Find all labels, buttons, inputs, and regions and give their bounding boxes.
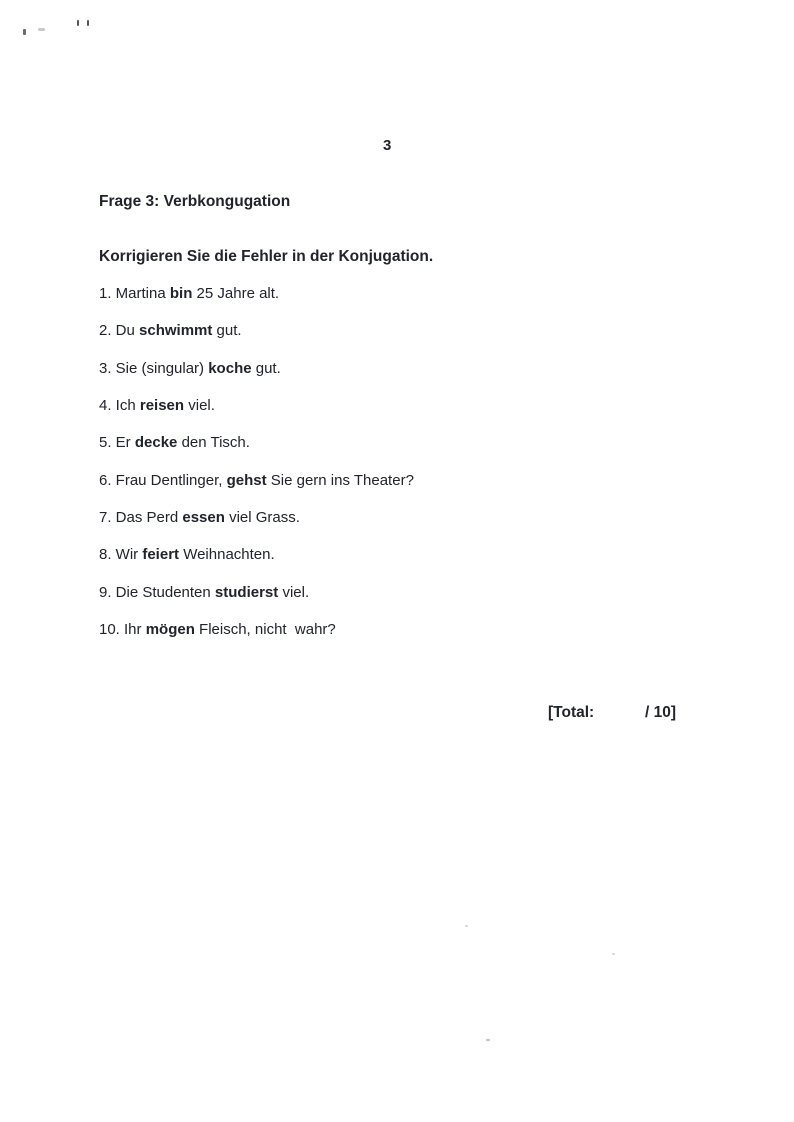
question-item-list (99, 285, 659, 658)
item-text-pre: 1. Martina (99, 285, 170, 302)
question-instruction: Korrigieren Sie die Fehler in der Konjugation. (99, 248, 434, 265)
scan-artifact (612, 953, 615, 955)
item-verb-bold: gehst (226, 471, 267, 489)
item-text-post: viel. (184, 397, 215, 415)
question-item-4 (99, 397, 659, 415)
item-verb-bold: decke (134, 434, 178, 452)
question-heading: Frage 3: Verbkongugation (99, 193, 291, 210)
question-item-5 (99, 434, 659, 452)
item-verb-bold: schwimmt (139, 322, 213, 340)
question-item-9 (99, 584, 659, 602)
item-text-pre: 5. Er (99, 434, 135, 452)
question-item-1 (99, 285, 659, 303)
item-verb-bold: bin (169, 285, 193, 302)
item-text-post: den Tisch. (177, 434, 250, 452)
item-text-post: gut. (212, 322, 242, 340)
item-verb-bold: studierst (214, 583, 279, 601)
item-text-pre: 6. Frau Dentlinger, (99, 471, 227, 489)
item-text-post: gut. (251, 359, 281, 377)
scan-artifact (465, 925, 468, 927)
item-verb-bold: reisen (139, 397, 185, 415)
page-number: 3 (383, 137, 392, 154)
item-text-post: viel Grass. (224, 509, 300, 527)
question-item-6 (99, 472, 659, 490)
item-verb-bold: koche (208, 359, 252, 377)
item-text-pre: 8. Wir (99, 546, 143, 564)
item-text-pre: 9. Die Studenten (99, 583, 215, 601)
question-item-10 (99, 621, 659, 639)
item-text-pre: 3. Sie (singular) (99, 359, 209, 377)
item-text-post: Sie gern ins Theater? (266, 471, 414, 489)
item-text-post: 25 Jahre alt. (192, 285, 280, 302)
item-text-pre: 10. Ihr (99, 621, 146, 639)
item-verb-bold: essen (182, 509, 225, 527)
question-item-8 (99, 546, 659, 564)
item-text-post: Fleisch, nicht wahr? (194, 621, 336, 639)
item-verb-bold: mögen (145, 621, 195, 639)
scan-artifact (23, 29, 26, 35)
question-item-7 (99, 509, 659, 527)
scan-artifact (38, 28, 45, 31)
scan-artifact (486, 1039, 490, 1041)
item-verb-bold: feiert (142, 546, 180, 564)
question-item-2 (99, 322, 659, 340)
item-text-pre: 4. Ich (99, 397, 140, 415)
question-item-3 (99, 360, 659, 378)
total-line (0, 704, 794, 724)
item-text-post: viel. (278, 583, 310, 601)
total-label: [Total: (548, 704, 595, 721)
scan-artifact (87, 20, 89, 26)
scan-artifact (77, 20, 79, 26)
item-text-pre: 2. Du (99, 322, 140, 340)
item-text-pre: 7. Das Perd (99, 509, 183, 527)
item-text-post: Weihnachten. (179, 546, 275, 564)
total-score-slot: / 10] (645, 704, 677, 721)
